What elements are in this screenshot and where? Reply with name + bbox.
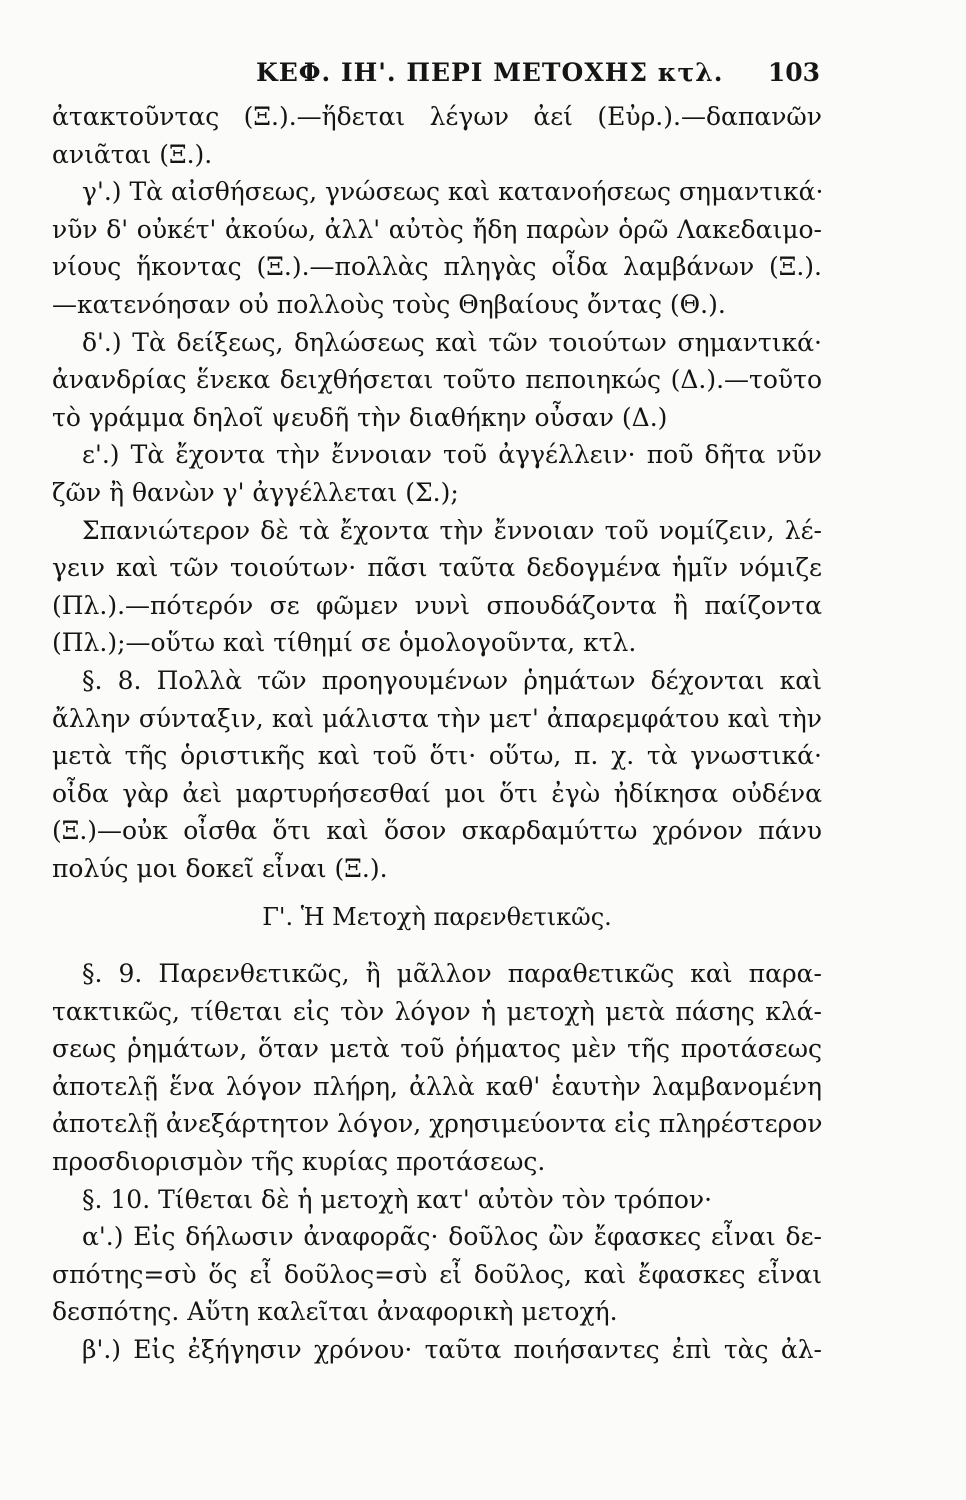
text-line: §. 8. Πολλὰ τῶν προηγουμένων ῥημάτων δέχονται καὶ [82,665,822,695]
text-line: §. 10. Τίθεται δὲ ἡ μετοχὴ κατ' αὐτὸν τὸν τρόπον· [82,1184,713,1214]
text-line: νίους ἥκοντας (Ξ.).—πολλὰς πληγὰς οἶδα λαμβάνων (Ξ.). [52,252,822,282]
text-line: (Ξ.)—οὐκ οἶσθα ὅτι καὶ ὅσον σκαρδαμύττω χρόνον πάνυ [52,816,822,846]
text-line: πολύς μοι δοκεῖ εἶναι (Ξ.). [52,853,388,883]
text-line: σεως ῥημάτων, ὅταν μετὰ τοῦ ῥήματος μὲν τῆς προτάσεως [52,1034,822,1064]
text-line: Σπανιώτερον δὲ τὰ ἔχοντα τὴν ἔννοιαν τοῦ νομίζειν, λέ- [82,515,822,545]
text-line: μετὰ τῆς ὁριστικῆς καὶ τοῦ ὅτι· οὕτω, π. χ. τὰ γνωστικά· [52,741,822,771]
text-line: ἀποτελῇ ἀνεξάρτητον λόγον, χρησιμεύοντα εἰς πληρέστερον [52,1109,823,1139]
text-line: ἀτακτοῦντας (Ξ.).—ἥδεται λέγων ἀεί (Εὐρ.).—δαπανῶν [52,102,822,131]
page-number: 103 [767,58,820,87]
text-line: δ'.) Τὰ δείξεως, δηλώσεως καὶ τῶν τοιούτων σημαντικά· [82,327,822,357]
text-line: δεσπότης. Αὕτη καλεῖται ἀναφορικὴ μετοχή. [52,1297,618,1327]
text-line: τακτικῶς, τίθεται εἰς τὸν λόγον ἡ μετοχὴ μετὰ πάσης κλά- [52,996,822,1026]
text-line: β'.) Εἰς ἐξήγησιν χρόνου· ταῦτα ποιήσαντες ἐπὶ τὰς ἀλ- [82,1335,822,1364]
text-line: —κατενόησαν οὐ πολλοὺς τοὺς Θηβαίους ὄντας (Θ.). [52,289,726,319]
text-line: σπότης=σὺ ὅς εἶ δοῦλος=σὺ εἶ δοῦλος, καὶ ἔφασκες εἶναι [52,1259,822,1289]
text-line: α'.) Εἰς δήλωσιν ἀναφορᾶς· δοῦλος ὢν ἔφασκες εἶναι δε- [82,1222,822,1252]
text-line: ἄλλην σύνταξιν, καὶ μάλιστα τὴν μετ' ἀπαρεμφάτου καὶ τὴν [52,703,822,733]
page-body [52,98,822,1369]
text-line: οἶδα γὰρ ἀεὶ μαρτυρήσεσθαί μοι ὅτι ἐγὼ ἠδίκησα οὐδένα [52,778,822,808]
text-line: §. 9. Παρενθετικῶς, ἢ μᾶλλον παραθετικῶς καὶ παρα- [82,959,822,989]
text-line: γειν καὶ τῶν τοιούτων· πᾶσι ταῦτα δεδογμένα ἡμῖν νόμιζε [52,553,822,583]
text-line: ανιᾶται (Ξ.). [52,139,213,169]
text-line: ζῶν ἢ θανὼν γ' ἀγγέλλεται (Σ.); [52,477,459,507]
text-line: νῦν δ' οὐκέτ' ἀκούω, ἀλλ' αὐτὸς ἤδη παρὼν ὁρῶ Λακεδαιμο- [52,214,822,244]
text-line: (Πλ.).—πότερόν σε φῶμεν νυνὶ σπουδάζοντα ἢ παίζοντα [52,590,822,620]
text-line: ἀποτελῇ ἕνα λόγον πλήρη, ἀλλὰ καθ' ἑαυτὴν λαμβανομένη [52,1071,822,1101]
running-head-title: ΚΕΦ. ΙΗ'. ΠΕΡΙ ΜΕΤΟΧΗΣ κτλ. [256,58,724,87]
text-line: ἀνανδρίας ἕνεκα δειχθήσεται τοῦτο πεποιηκώς (Δ.).—τοῦτο [52,365,822,395]
text-line: τὸ γράμμα δηλοῖ ψευδῆ τὴν διαθήκην οὖσαν (Δ.) [52,402,668,432]
text-line: προσδιορισμὸν τῆς κυρίας προτάσεως. [52,1147,546,1177]
text-line: ε'.) Τὰ ἔχοντα τὴν ἔννοιαν τοῦ ἀγγέλλειν· ποῦ δῆτα νῦν [82,440,822,470]
section-heading: Γ'. Ἡ Μετοχὴ παρενθετικῶς. [262,903,612,932]
text-line: (Πλ.);—οὕτω καὶ τίθημί σε ὁμολογοῦντα, κτλ. [52,628,637,658]
running-head [60,58,820,87]
text-line: γ'.) Τὰ αἰσθήσεως, γνώσεως καὶ κατανοήσεως σημαντικά· [82,177,824,207]
